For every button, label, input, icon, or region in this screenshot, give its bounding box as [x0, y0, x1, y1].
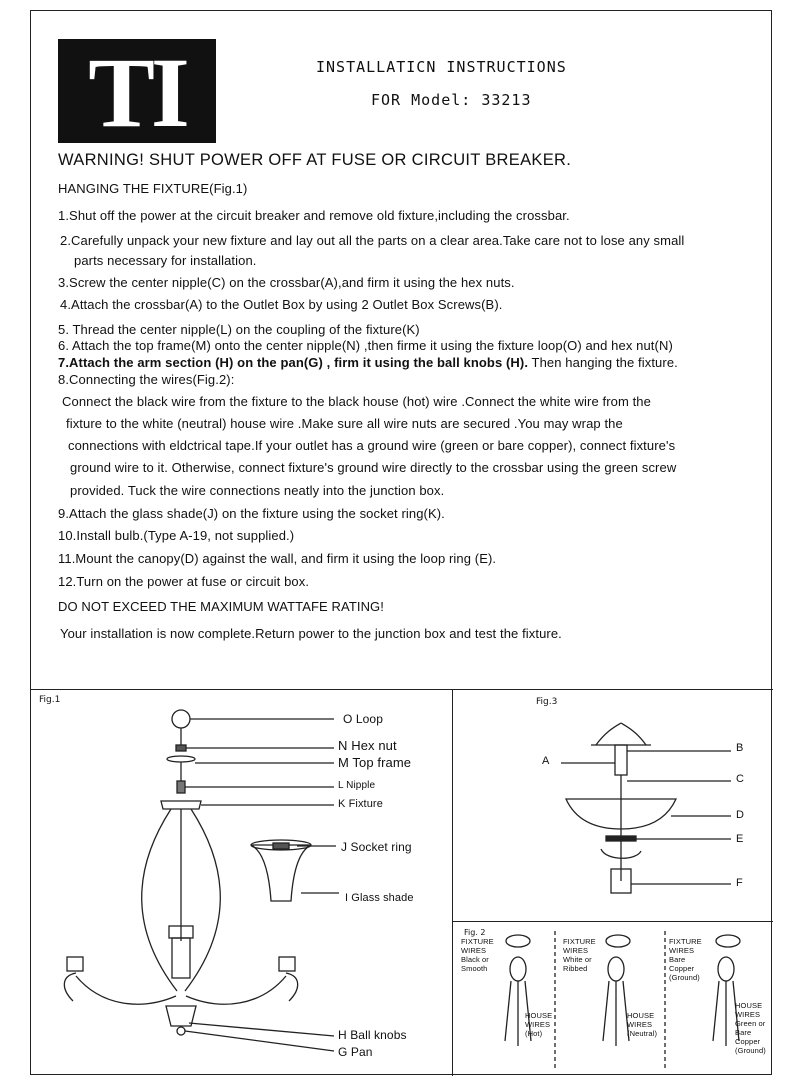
fig3-part-e: E — [736, 833, 744, 845]
wiring-line-3: connections with eldctrical tape.If your outlet has a ground wire (green or bare copper), connect fixture's — [68, 438, 676, 453]
step-8: 8.Connecting the wires(Fig.2): — [58, 372, 235, 387]
fig2-col3-house-title: HOUSE — [735, 1001, 763, 1010]
part-m-top-frame: M Top frame — [338, 755, 412, 770]
fig2-col3-house-color: Green or — [735, 1019, 766, 1028]
part-i-glass-shade: I Glass shade — [345, 892, 414, 904]
part-k-fixture: K Fixture — [338, 798, 383, 810]
fig3-part-c: C — [736, 773, 745, 785]
fig3-part-a: A — [542, 755, 550, 767]
fig2-col2-house-wires: WIRES — [627, 1020, 653, 1029]
part-g-pan: G Pan — [338, 1045, 373, 1059]
brand-logo — [58, 37, 216, 148]
step-4: 4.Attach the crossbar(A) to the Outlet Box by using 2 Outlet Box Screws(B). — [60, 297, 503, 312]
part-n-hex-nut: N Hex nut — [338, 738, 397, 753]
step-10: 10.Install bulb.(Type A-19, not supplied.) — [58, 528, 295, 543]
wiring-line-2: fixture to the white (neutral) house wire .Make sure all wire nuts are secured .You may wrap the — [66, 416, 623, 431]
fig2-col1-house-wires: WIRES — [525, 1020, 551, 1029]
step-12: 12.Turn on the power at fuse or circuit box. — [58, 574, 310, 589]
fig2-col2-color: White or — [563, 955, 592, 964]
step-7-rest: Then hanging the fixture. — [528, 355, 678, 370]
fig2-col2-fixture — [563, 937, 596, 973]
step-2: 2.Carefully unpack your new fixture and lay out all the parts on a clear area.Take care not to lose any small — [60, 233, 685, 248]
hanging-heading: HANGING THE FIXTURE(Fig.1) — [58, 181, 248, 196]
figure-divider — [452, 689, 453, 1076]
fig2-col1-color2: Smooth — [461, 964, 488, 973]
wiring-line-5: provided. Tuck the wire connections neatly into the junction box. — [70, 483, 445, 498]
instruction-sheet — [30, 10, 772, 1075]
step-6: 6. Attach the top frame(M) onto the center nipple(N) ,then firme it using the fixture loop(O) and hex nut(N) — [58, 338, 673, 353]
step-7-bold: 7.Attach the arm section (H) on the pan(G) , firm it using the ball knobs (H). — [58, 355, 529, 370]
step-1: 1.Shut off the power at the circuit breaker and remove old fixture,including the crossbar. — [58, 208, 570, 223]
fig3-label: Fig.3 — [536, 697, 558, 707]
fig2-col3-house — [735, 1001, 766, 1055]
fig2-col1-house-color: (Hot) — [525, 1029, 543, 1038]
step-5: 5. Thread the center nipple(L) on the coupling of the fixture(K) — [58, 322, 420, 337]
wiring-line-1: Connect the black wire from the fixture to the black house (hot) wire .Connect the white wire from the — [62, 394, 651, 409]
completion-note: Your installation is now complete.Return power to the junction box and test the fixture. — [60, 626, 562, 641]
fig3-part-b: B — [736, 742, 744, 754]
fig2-col1-house-title: HOUSE — [525, 1011, 553, 1020]
part-h-ball-knobs: H Ball knobs — [338, 1028, 407, 1042]
fig2-col2-wires: WIRES — [563, 946, 589, 955]
fig2-col1-color: Black or — [461, 955, 489, 964]
figure-divider-2 — [452, 921, 773, 922]
fig2-col2-fixture-title: FIXTURE — [563, 937, 596, 946]
step-3: 3.Screw the center nipple(C) on the crossbar(A),and firm it using the hex nuts. — [58, 275, 515, 290]
fig2-col3-fixture-title: FIXTURE — [669, 937, 702, 946]
fig2-col2-house-title: HOUSE — [627, 1011, 655, 1020]
model-number: FOR Model: 33213 — [371, 91, 532, 109]
part-o-loop: O Loop — [343, 712, 383, 726]
logo-text: TI — [88, 37, 186, 148]
power-warning: WARNING! SHUT POWER OFF AT FUSE OR CIRCUIT BREAKER. — [58, 151, 572, 169]
fig1-chandelier-diagram — [31, 11, 773, 1076]
part-j-socket-ring: J Socket ring — [341, 840, 412, 854]
document-title: INSTALLATICN INSTRUCTIONS — [316, 58, 567, 76]
step-9: 9.Attach the glass shade(J) on the fixture using the socket ring(K). — [58, 506, 445, 521]
fig1-label: Fig.1 — [39, 695, 61, 705]
fig2-col3-house-wires: WIRES — [735, 1010, 761, 1019]
fig2-col3-house-color2: Bare — [735, 1028, 752, 1037]
fig2-col3-color2: Copper — [669, 964, 695, 973]
fig2-col3-house-color3: Copper — [735, 1037, 761, 1046]
fig2-col3-house-color4: (Ground) — [735, 1046, 766, 1055]
wattage-caution: DO NOT EXCEED THE MAXIMUM WATTAFE RATING! — [58, 599, 384, 614]
step-7 — [58, 355, 678, 370]
fig2-col1-wires: WIRES — [461, 946, 487, 955]
fig2-col3-color: Bare — [669, 955, 686, 964]
fig2-col3-fixture — [669, 937, 702, 982]
fig2-col3-color3: (Ground) — [669, 973, 700, 982]
fig2-col3-wires: WIRES — [669, 946, 695, 955]
fig2-col2-house — [627, 1011, 657, 1038]
fig2-label: Fig. 2 — [464, 928, 486, 937]
step-2-cont: parts necessary for installation. — [74, 253, 257, 268]
step-11: 11.Mount the canopy(D) against the wall, and firm it using the loop ring (E). — [58, 551, 497, 566]
fig2-col2-color2: Ribbed — [563, 964, 588, 973]
section-divider — [31, 689, 773, 690]
fig2-col1-house — [525, 1011, 552, 1038]
fig3-part-d: D — [736, 809, 745, 821]
fig2-col1-fixture — [461, 937, 494, 973]
part-l-nipple: L Nipple — [338, 780, 376, 791]
fig2-col1-fixture-title: FIXTURE — [461, 937, 494, 946]
fig2-col2-house-color: (Neutral) — [627, 1029, 658, 1038]
wiring-line-4: ground wire to it. Otherwise, connect fixture's ground wire directly to the crossbar using the green screw — [70, 460, 677, 475]
fig3-part-f: F — [736, 877, 743, 889]
